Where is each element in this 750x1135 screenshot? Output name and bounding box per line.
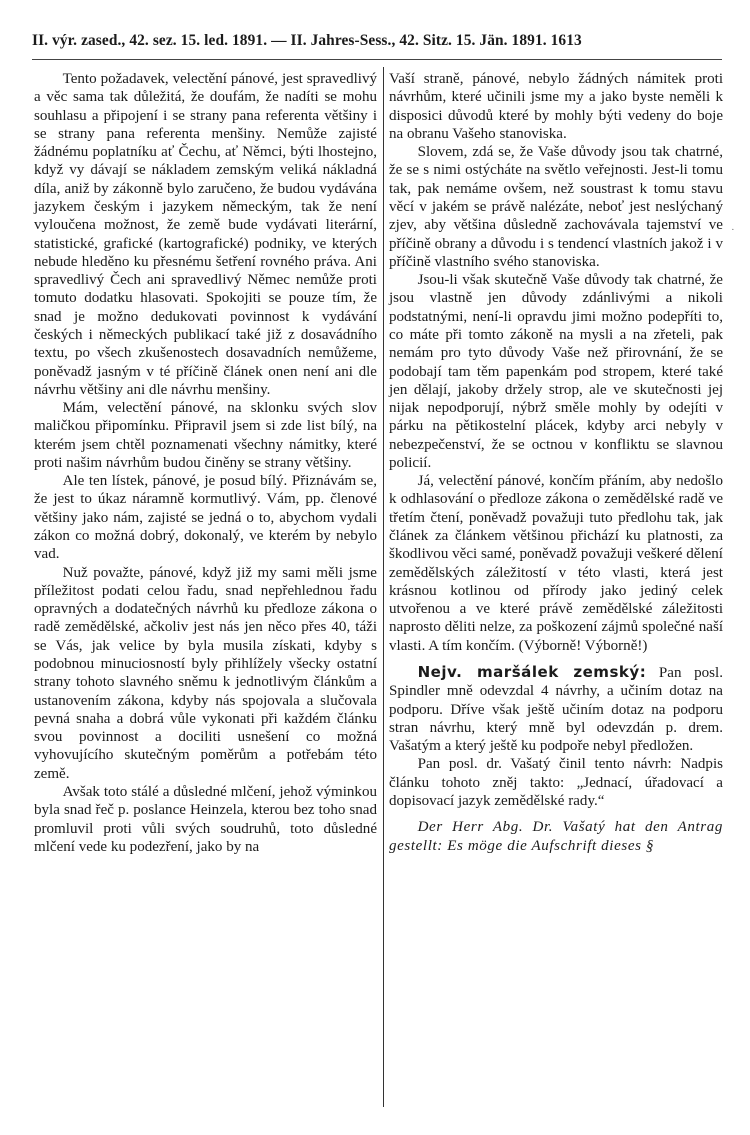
left-paragraph-1: Tento požadavek, velectění pánové, jest spravedlivý a věc sama tak důležitá, že doufám, že nadíti se mohu souhlasu a připojení i se strany pana referenta většiny i se strany pana referenta menšiny. Nemůže zajisté žádnému poplatníku ať Čechu, ať Němci, býti lhostejno, když vy dávají se nákladem zemským veliká nákladná díla, aniž by zákonně bylo zaručeno, že budou vydávána jazykem českým i jazykem německým, tak že není vyloučena možnost, že země bude vydávati literární, statistické, grafické (kartografické) podniky, ve kterých nebude hleděno ku přesnému šetření rovného práva. Ani spravedlivý Čech ani spravedlivý Němec nemůže proti tomuto dodatku hlasovati. Spokojiti se pouze tím, že snad je možno dedukovati povinnost k vydávání českých i německých publikací také již z dosavádního textu, po všech zkušenostech dosavadních nemůžeme, poněvadž jasným v té příčině článek onen není ani dle návrhu většiny ani dle návrhu menšiny.	[34, 71, 377, 398]
right-paragraph-6: Pan posl. dr. Vašatý činil tento návrh: Nadpis článku tohoto zněj takto: „Jednací, úřadovací a dopisovací jazyk zemědělské rady.“	[389, 756, 723, 809]
left-paragraph-3: Ale ten lístek, pánové, je posud bílý. Přiznávám se, že jest to úkaz náramně kormutlivý. Vám, pp. členové většiny jako nám, zajisté se jedná o to, abychom vydali zákon co možná dobrý, dokonalý, ve kterém by nebylo vad.	[34, 473, 377, 563]
speaker-name: Nejv. maršálek zemský:	[417, 663, 647, 681]
right-column	[389, 70, 723, 855]
right-paragraph-1: Vaší straně, pánové, nebylo žádných námitek proti návrhům, které učinili jsme my a jako byste neměli k disposici důvodů které by mohly býti vedeny do boje na obranu Vašeho stanoviska.	[389, 71, 723, 142]
left-paragraph-2: Mám, velectění pánové, na sklonku svých slov maličkou připomínku. Připravil jsem si zde list bílý, na kterém jsem chtěl poznamenati všechny námitky, které proti našim návrhům budou činěny se strany většiny.	[34, 400, 377, 471]
right-paragraph-2: Slovem, zdá se, že Vaše důvody jsou tak chatrné, že se s nimi ostýcháte na světlo veřejnosti. Jest-li tomu tak, pak nemáme ovšem, než soustrast k tomu stavu věcí v jakém se právě nalézáte, neboť jest neslýchaný zjev, aby většina důsledně zachovávala tajemství ve příčině obrany a důvodu i s tendencí vlastních jakož i v příčině vlastního svého stanoviska.	[389, 144, 723, 270]
header-rule	[32, 59, 722, 60]
page-header: II. výr. zased., 42. sez. 15. led. 1891. — II. Jahres-Sess., 42. Sitz. 15. Jän. 1891. 1613	[32, 32, 582, 49]
speaker-paragraph	[389, 663, 723, 755]
speaker-text: Pan posl. Spindler mně odevzdal 4 návrhy, a učiním dotaz na podporu. Dříve však ještě učiním dotaz na podporu stran návrhu, který mně byl odevzdán p. drem. Vašatým a který ještě ku podpoře nebyl předložen.	[389, 665, 723, 755]
right-paragraph-3: Jsou-li však skutečně Vaše důvody tak chatrné, že jsou vlastně jen důvody zdánlivými a nikoli podstatnými, není-li opravdu jimi možno podepříti to, co máte při tomto zákoně na mysli a na zřeteli, pak nemám pro tyto důvody Vaše než přirovnání, že se podobají tam těm papenkám pod stropem, které také jen dělají, jakoby držely strop, ale ve skutečnosti jej nijak nepodporují, nýbrž směle mohly by odejíti v párku na pětikostelní plácek, kdyby arci nebyly v nebezpečenství, že se octnou v konfliktu se slavnou policií.	[389, 272, 723, 471]
left-column	[34, 70, 377, 856]
margin-mark: ·	[731, 224, 735, 236]
column-divider	[383, 67, 384, 1107]
left-paragraph-4: Nuž považte, pánové, když již my sami měli jsme příležitost podati celou řadu, snad nepřehlednou řadu opravných a dodatečných návrhů ku předloze zákona o radě zemědělské, ačkoliv jest nás jen něco přes 40, táži se Vás, jak velice by byla musila získati, kdyby s podobnou minuciosností byly přihlížely všecky ostatní strany tohoto slavného sněmu k jednotlivým článkům a ustanovením zákona, kdyby nás spojovala a slučovala pevná snaha a dobrá vůle vykonati při každém článku svou povinnost a dociliti usnešení co možná vyhovujícího skutečným poměrům a potřebám této země.	[34, 564, 377, 782]
german-paragraph: Der Herr Abg. Dr. Vašatý hat den Antrag gestellt: Es möge die Aufschrift dieses §	[389, 819, 723, 854]
left-paragraph-5: Avšak toto stálé a důsledné mlčení, jehož výminkou byla snad řeč p. poslance Heinzela, kterou bez toho snad promluvil proti vůli svých soudruhů, toto důsledné mlčení vede ku podezření, jako by na	[34, 783, 377, 855]
right-paragraph-4: Já, velectění pánové, končím přáním, aby nedošlo k odhlasování o předloze zákona o zemědělské radě ve třetím čtení, poněvadž považuji tuto předlohu tak, jak článek za článkem většinou přichází ku platnosti, za škodlivou věci samé, poněvadž považuji veškeré dělení zemědělských záležitostí v této vlasti, která jest krásnou kotlinou od přírody jako jediný celek utvořenou a ve které právě zemědělské záležitosti naprosto děliti nelze, za poškození zájmů společné naší vlasti. A tím končím. (Výborně! Výborně!)	[389, 473, 723, 654]
